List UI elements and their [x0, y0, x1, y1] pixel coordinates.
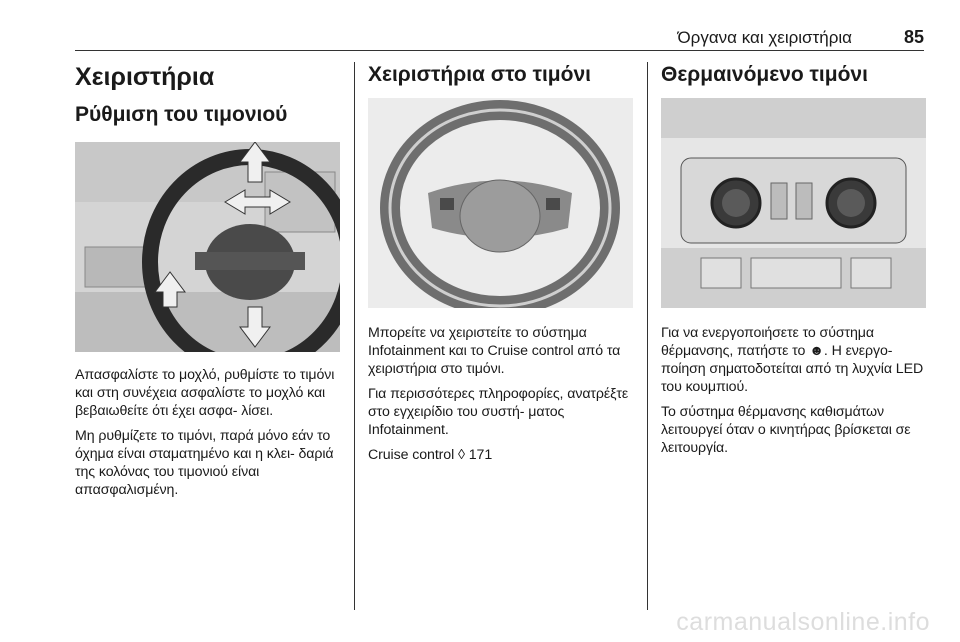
subsection-title: Ρύθμιση του τιμονιού — [75, 103, 288, 126]
reference-page: 171 — [468, 447, 493, 463]
section-title: Χειριστήρια — [75, 63, 215, 91]
page-header — [75, 28, 924, 51]
paragraph: Απασφαλίστε το μοχλό, ρυθμίστε το τιμόνι και στη συνέχεια ασφαλίστε το μοχλό και βεβαιωθείτε ότι έχει ασφα- λίσει. — [75, 367, 335, 419]
paragraph: Μπορείτε να χειριστείτε το σύστημα Infotainment και το Cruise control από τα χειριστήρια στο τιμόνι. — [368, 325, 621, 377]
column-steering-controls — [368, 62, 633, 471]
paragraph: Το σύστημα θέρμανσης καθισμάτων λειτουργεί όταν ο κινητήρας βρίσκεται σε λειτουργία. — [661, 404, 911, 456]
column-heated-wheel — [661, 62, 926, 464]
column-divider — [354, 62, 355, 610]
section-title: Χειριστήρια στο τιμόνι — [368, 63, 591, 86]
page-number: 85 — [903, 27, 924, 47]
column-divider — [647, 62, 648, 610]
column-steering-adjustment — [75, 62, 340, 506]
steering-adjustment-illustration — [75, 142, 340, 352]
section-title: Θερμαινόμενο τιμόνι — [661, 63, 868, 86]
paragraph: Για περισσότερες πληροφορίες, ανατρέξτε στο εγχειρίδιο του συστή- ματος Infotainment. — [368, 386, 629, 438]
paragraph: Για να ενεργοποιήσετε το σύστημα θέρμανσης, πατήστε το ☻. Η ενεργο- ποίηση σηματοδοτείται από τη λυχνία LED του κουμπιού. — [661, 325, 924, 395]
reference-arrow-icon: ◊ — [457, 447, 465, 463]
paragraph: Μη ρυθμίζετε το τιμόνι, παρά μόνο εάν το όχημα είναι σταματημένο και η κλει- δαριά της κολόνας του τιμονιού είναι απασφαλισμένη. — [75, 428, 334, 498]
climate-panel-illustration — [661, 98, 926, 308]
watermark: carmanualsonline.info — [676, 608, 930, 636]
header-title: Όργανα και χειριστήρια — [677, 28, 852, 47]
cross-reference[interactable] — [368, 446, 633, 464]
steering-wheel-illustration — [368, 98, 633, 308]
reference-label: Cruise control — [368, 447, 455, 463]
